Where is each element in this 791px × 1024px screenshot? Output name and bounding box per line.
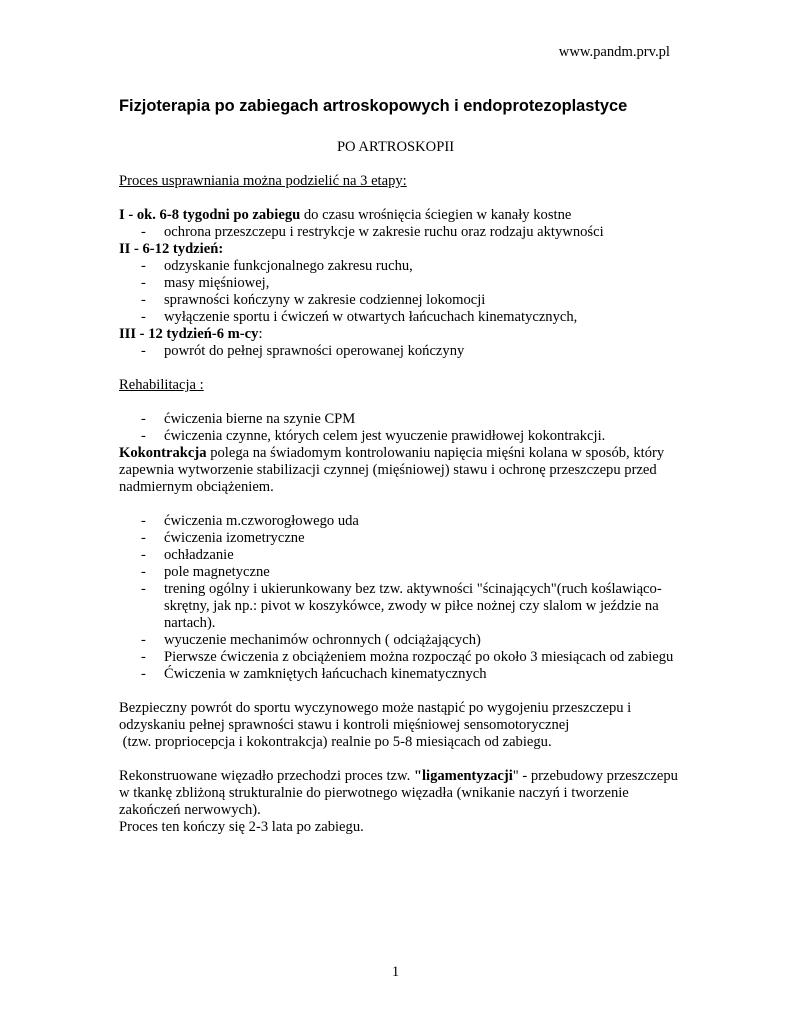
intro-line: Proces usprawniania można podzielić na 3 etapy: [119, 173, 407, 189]
list-item: - ochładzanie [141, 547, 234, 563]
list-item: - wyuczenie mechanimów ochronnych ( odciążających) [141, 632, 481, 648]
kokontrakcja-paragraph: Kokontrakcja polega na świadomym kontrolowaniu napięcia mięśni kolana w sposób, który zapewnia wytworzenie stabilizacji czynnej (mięśniowej) stawu i ochronę przeszczepu przed nadmiernym obciążeniem. [119, 445, 665, 495]
document-title: Fizjoterapia po zabiegach artroskopowych i endoprotezoplastyce [119, 97, 628, 115]
list-item: - odzyskanie funkcjonalnego zakresu ruchu, [141, 258, 413, 274]
header-url: www.pandm.prv.pl [558, 44, 670, 60]
ligament-last-line: Proces ten kończy się 2-3 lata po zabiegu. [119, 819, 364, 835]
document-body [119, 173, 679, 836]
list-item: - ćwiczenia m.czworogłowego uda [141, 513, 359, 529]
stage-1-heading: I - ok. 6-8 tygodni po zabiegu do czasu wrośnięcia ściegien w kanały kostne [119, 207, 572, 223]
list-item: - ćwiczenia bierne na szynie CPM [141, 411, 356, 427]
list-item: - ćwiczenia izometryczne [141, 530, 305, 546]
return-line: Bezpieczny powrót do sportu wyczynowego może nastąpić po wygojeniu przeszczepu i [119, 700, 632, 716]
page-number: 1 [391, 964, 400, 980]
list-item: - ochrona przeszczepu i restrykcje w zakresie ruchu oraz rodzaju aktywności [141, 224, 604, 240]
list-item: - Pierwsze ćwiczenia z obciążeniem można rozpocząć po około 3 miesiącach od zabiegu [141, 649, 674, 665]
list-item: - powrót do pełnej sprawności operowanej kończyny [141, 343, 465, 359]
list-item: - Ćwiczenia w zamkniętych łańcuchach kinematycznych [141, 666, 487, 682]
stage-2-heading: II - 6-12 tydzień: [119, 241, 224, 257]
section-subtitle: PO ARTROSKOPII [336, 139, 455, 155]
return-line: odzyskaniu pełnej sprawności stawu i kontroli mięśniowej sensomotorycznej [119, 717, 570, 733]
list-item: - sprawności kończyny w zakresie codziennej lokomocji [141, 292, 486, 308]
list-item: - ćwiczenia czynne, których celem jest wyuczenie prawidłowej kokontrakcji. [141, 428, 606, 444]
rehab-heading: Rehabilitacja : [119, 377, 204, 393]
ligament-paragraph: Rekonstruowane więzadło przechodzi proces tzw. "ligamentyzacji" - przebudowy przeszczepu w tkankę zbliżoną strukturalnie do pierwotnego więzadła (wnikanie naczyń i tworzenie zakończeń nerwowych). [119, 768, 678, 818]
list-item: - wyłączenie sportu i ćwiczeń w otwartych łańcuchach kinematycznych, [141, 309, 578, 325]
return-line: (tzw. propriocepcja i kokontrakcja) realnie po 5-8 miesiącach od zabiegu. [119, 734, 552, 750]
list-item: - masy mięśniowej, [141, 275, 270, 291]
list-item: - pole magnetyczne [141, 564, 270, 580]
stage-3-heading: III - 12 tydzień-6 m-cy: [119, 326, 263, 342]
list-item: - trening ogólny i ukierunkowany bez tzw. aktywności "ścinających"(ruch koślawiąco-skrętny, jak np.: pivot w koszykówce, zwody w piłce nożnej czy slalom w jeździe na nartach). [141, 581, 662, 631]
